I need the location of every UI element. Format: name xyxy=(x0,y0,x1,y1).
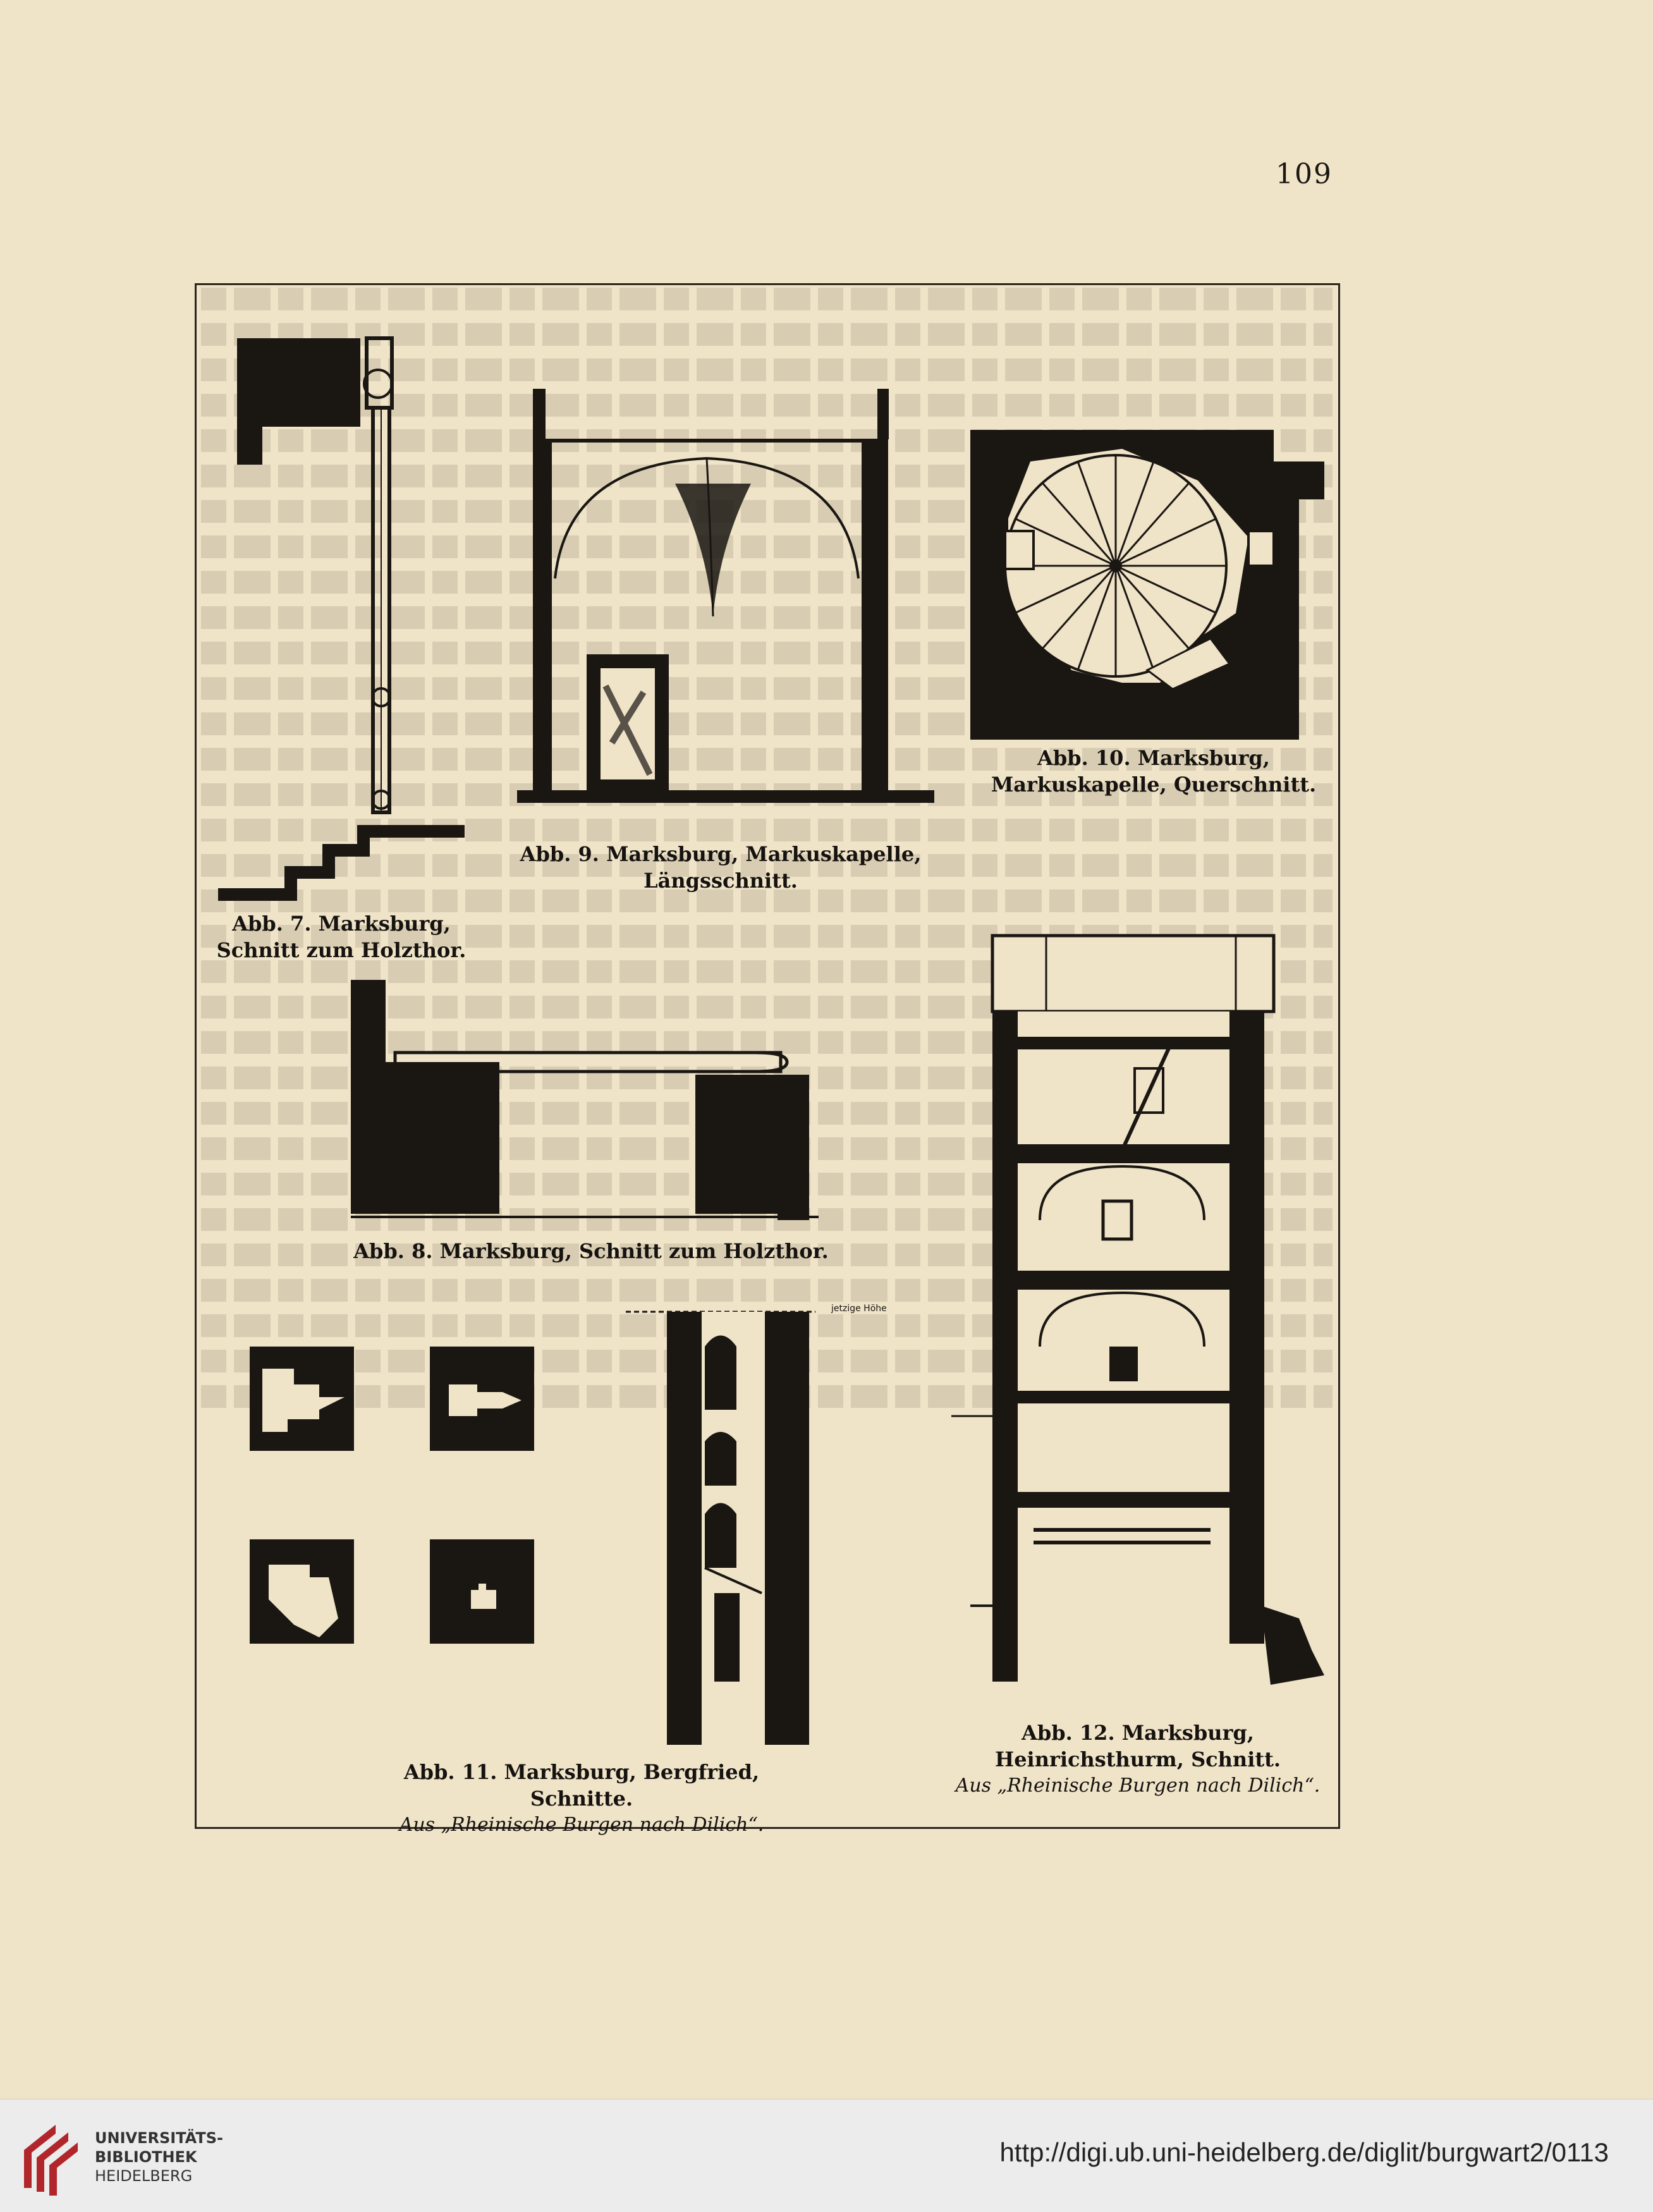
figure-abb7-drawing xyxy=(215,338,468,907)
figure-abb9-drawing xyxy=(517,389,934,819)
caption-abb7: Abb. 7. Marksburg, Schnitt zum Holzthor. xyxy=(216,912,467,962)
caption-abb9: Abb. 9. Marksburg, Markuskapelle, Längsschnitt. xyxy=(520,842,922,893)
figure-abb10-drawing xyxy=(970,424,1337,740)
caption-abb10: Abb. 10. Marksburg, Markuskapelle, Querschnitt. xyxy=(991,746,1317,797)
library-name[interactable]: UNIVERSITÄTS- BIBLIOTHEK HEIDELBERG xyxy=(95,2129,224,2185)
figure-abb8-drawing xyxy=(351,980,831,1226)
university-library-logo-icon xyxy=(18,2112,81,2198)
height-annotation: jetzige Höhe xyxy=(831,1304,887,1314)
figure-abb12-drawing xyxy=(970,936,1331,1688)
caption-abb12: Abb. 12. Marksburg, Heinrichsthurm, Schnitt. Aus „Rheinische Burgen nach Dilich“. xyxy=(955,1721,1321,1797)
figure-abb11-plans xyxy=(250,1347,540,1738)
viewer-footer xyxy=(0,2099,1653,2212)
caption-abb8: Abb. 8. Marksburg, Schnitt zum Holzthor. xyxy=(353,1239,829,1263)
caption-abb11: Abb. 11. Marksburg, Bergfried, Schnitte. Aus „Rheinische Burgen nach Dilich“. xyxy=(399,1760,764,1836)
page-number: 109 xyxy=(1276,158,1333,190)
figure-abb11-section xyxy=(626,1296,828,1745)
permalink-url[interactable]: http://digi.ub.uni-heidelberg.de/diglit/burgwart2/0113 xyxy=(999,2137,1609,2167)
